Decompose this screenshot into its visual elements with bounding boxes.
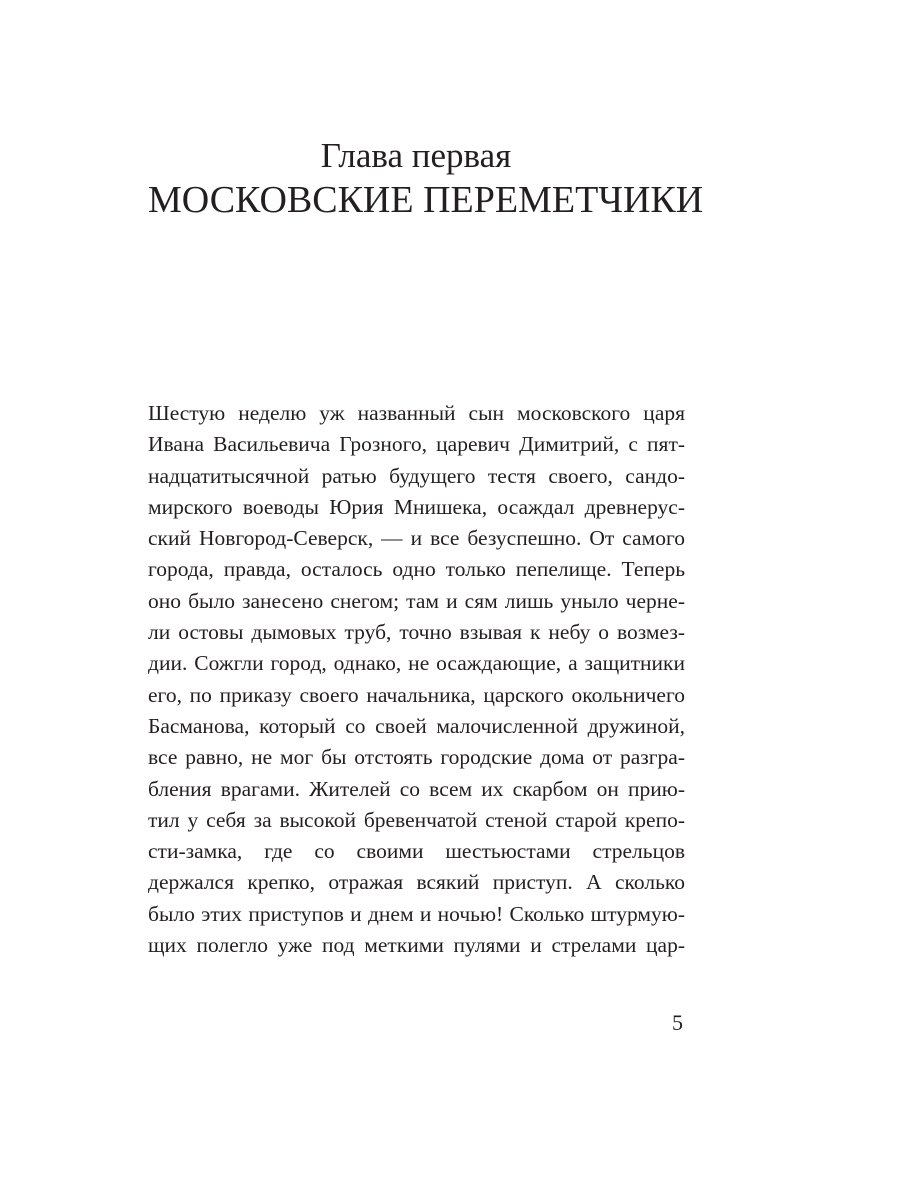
text-line: все равно, не мог бы отстоять городские дома от разгра- [148,745,685,770]
chapter-number: Глава первая [320,136,512,175]
body-text [148,398,685,961]
text-line: города, правда, осталось одно только пепелище. Теперь [148,557,685,582]
text-line: Басманова, который со своей малочисленной дружиной, [148,713,685,738]
text-line: Ивана Васильевича Грозного, царевич Димитрий, с пят- [148,432,685,457]
text-line: оно было занесено снегом; там и сям лишь уныло черне- [148,588,685,613]
text-line: его, по приказу своего начальника, царского окольничего [148,682,685,707]
text-line: сти-замка, где со своими шестьюстами стрельцов [148,839,685,864]
text-line: щих полегло уже под меткими пулями и стрелами цар- [148,933,685,958]
text-line: держался крепко, отражая всякий приступ. А сколько [148,870,685,895]
text-line: надцатитысячной ратью будущего тестя своего, сандо- [148,463,685,488]
text-line: мирского воеводы Юрия Мнишека, осаждал древнерус- [148,494,685,519]
text-line: Шестую неделю уж названный сын московского царя [148,401,685,425]
text-line: ли остовы дымовых труб, точно взывая к небу о возмез- [148,620,685,645]
page-number: 5 [672,1010,683,1035]
text-line: дии. Сожгли город, однако, не осаждающие, а защитники [148,651,685,676]
text-line: ский Новгород-Северск, — и все безуспешно. От самого [148,526,685,551]
text-line: бления врагами. Жителей со всем их скарбом он прию- [148,776,685,801]
text-line: было этих приступов и днем и ночью! Сколько штурмую- [148,901,685,926]
text-line: тил у себя за высокой бревенчатой стеной старой крепо- [148,807,685,832]
chapter-title: МОСКОВСКИЕ ПЕРЕМЕТЧИКИ [148,179,704,221]
